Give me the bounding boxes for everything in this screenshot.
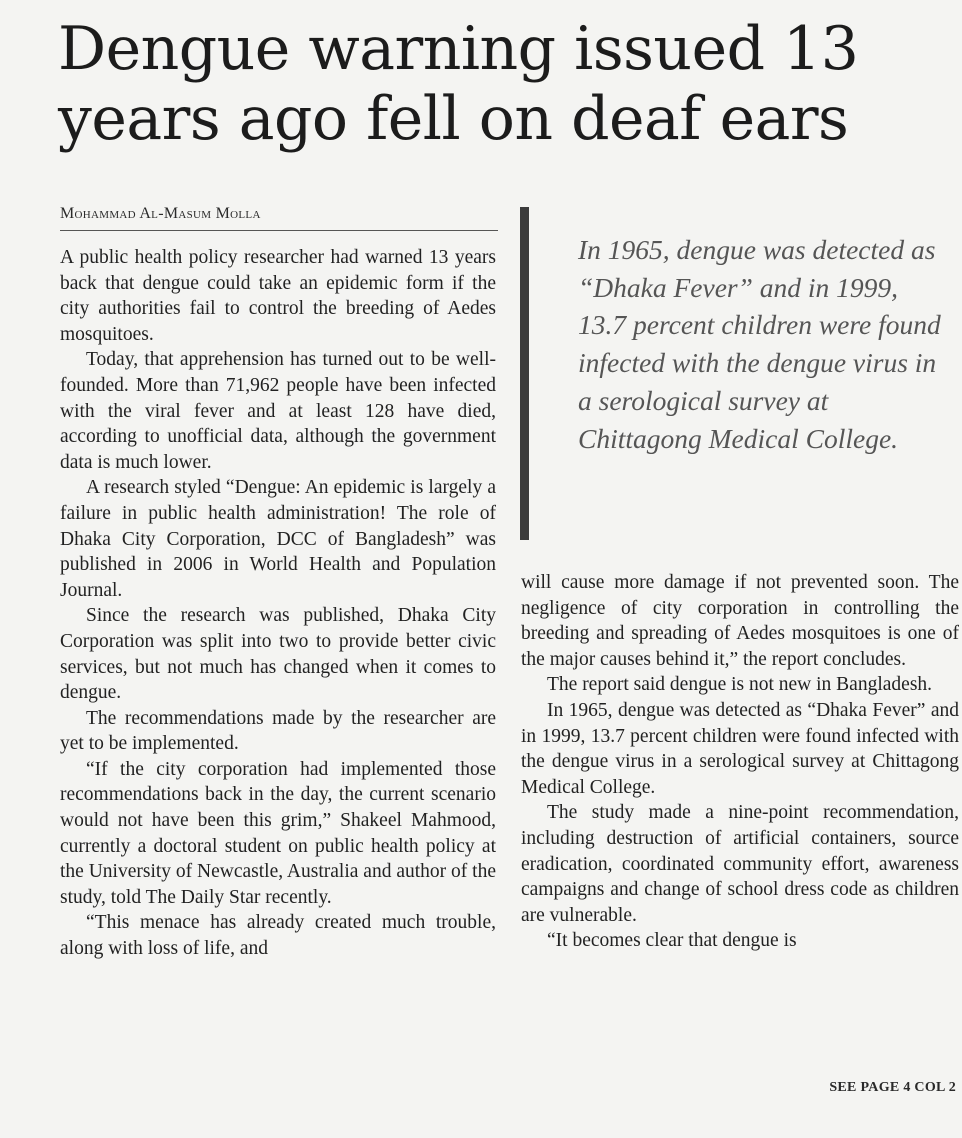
- article-column-right: [521, 570, 959, 954]
- paragraph: A research styled “Dengue: An epidemic is largely a failure in public health administration! The role of Dhaka City Corporation, DCC of Bangladesh” was published in 2006 in World Health and Population Journal.: [60, 477, 496, 601]
- pull-quote: [520, 207, 957, 542]
- paragraph: “If the city corporation had implemented those recommendations back in the day, the current scenario would not have been this grim,” Shakeel Mahmood, currently a doctoral student on public health policy at the University of Newcastle, Australia and author of the study, told The Daily Star recently.: [60, 758, 496, 908]
- headline: Dengue warning issued 13 years ago fell on deaf ears: [58, 14, 859, 154]
- article-column-left: [60, 245, 496, 962]
- pull-quote-text: In 1965, dengue was detected as “Dhaka Fever” and in 1999, 13.7 percent children were found infected with the dengue virus in a serological survey at Chittagong Medical College.: [578, 234, 941, 454]
- paragraph: Since the research was published, Dhaka City Corporation was split into two to provide better civic services, but not much has changed when it comes to dengue.: [60, 605, 496, 704]
- paragraph: In 1965, dengue was detected as “Dhaka Fever” and in 1999, 13.7 percent children were found infected with the dengue virus in a serological survey at Chittagong Medical College.: [521, 699, 959, 798]
- continuation-note: SEE PAGE 4 COL 2: [829, 1080, 956, 1095]
- paragraph: A public health policy researcher had warned 13 years back that dengue could take an epidemic form if the city authorities fail to control the breeding of Aedes mosquitoes.: [60, 247, 496, 345]
- paragraph: The study made a nine-point recommendation, including destruction of artificial containers, source eradication, coordinated community effort, awareness campaigns and change of school dress code as children are vulnerable.: [521, 802, 959, 926]
- pull-quote-bar: [520, 207, 529, 540]
- paragraph: The recommendations made by the researcher are yet to be implemented.: [60, 707, 496, 755]
- paragraph: Today, that apprehension has turned out to be well-founded. More than 71,962 people have been infected with the viral fever and at least 128 have died, according to unofficial data, although the government data is much lower.: [60, 349, 496, 473]
- byline: Mohammad Al-Masum Molla: [60, 205, 261, 222]
- paragraph: The report said dengue is not new in Bangladesh.: [547, 674, 933, 696]
- paragraph: “This menace has already created much trouble, along with loss of life, and: [60, 912, 496, 960]
- paragraph: “It becomes clear that dengue is: [547, 930, 797, 952]
- paragraph: will cause more damage if not prevented soon. The negligence of city corporation in controlling the breeding and spreading of Aedes mosquitoes is one of the major causes behind it,” the report concludes.: [521, 572, 959, 670]
- byline-rule: [60, 230, 498, 231]
